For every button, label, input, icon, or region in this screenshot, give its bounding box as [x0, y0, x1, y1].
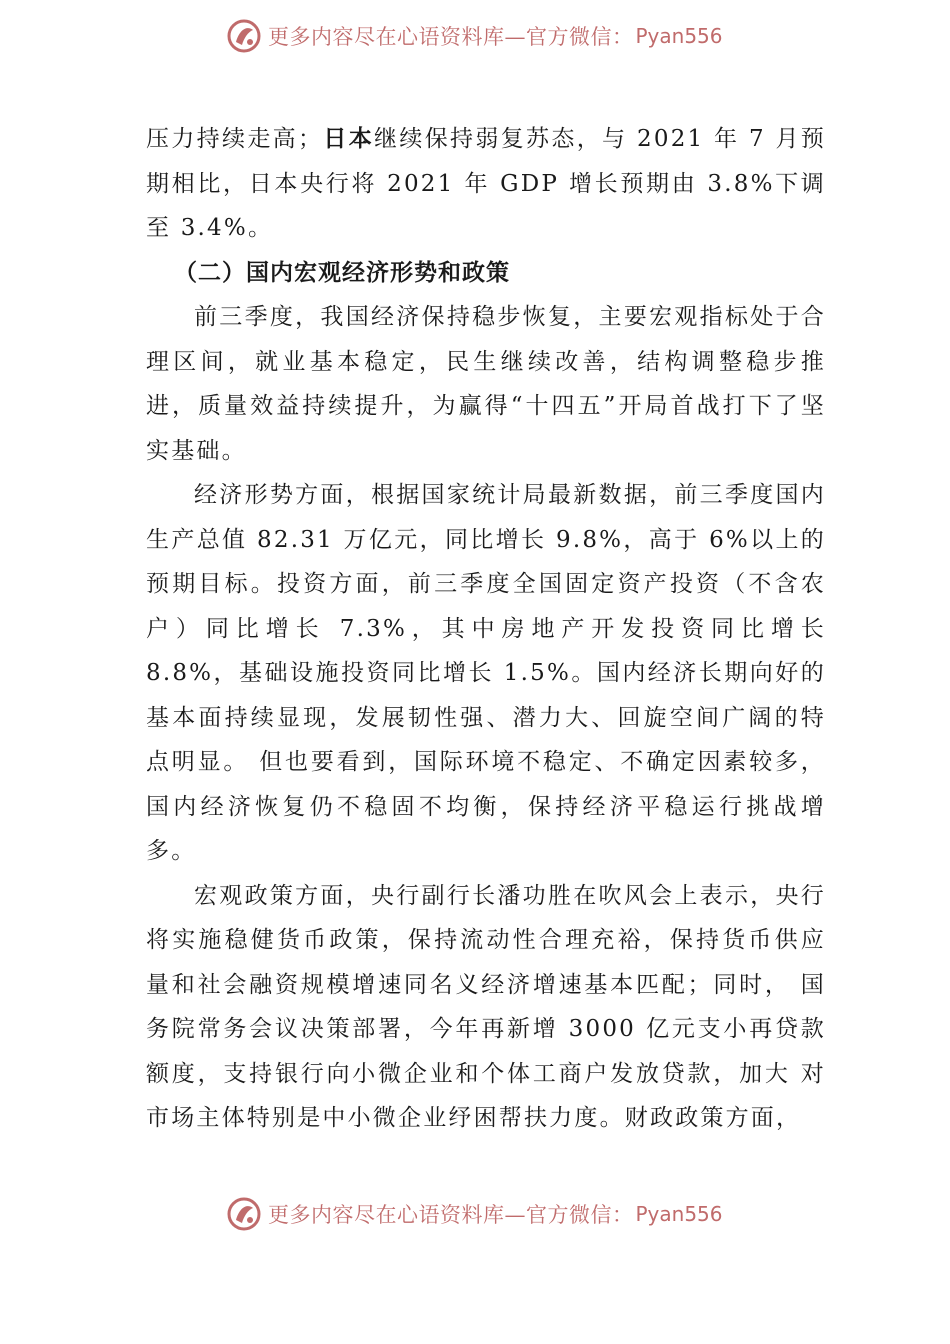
- banner-text: 更多内容尽在心语资料库—官方微信：: [268, 25, 634, 49]
- continuation-bold-term: 日本: [323, 125, 375, 152]
- section-heading: （二）国内宏观经济形势和政策: [174, 258, 510, 286]
- paragraph-overview: 前三季度，我国经济保持稳步恢复，主要宏观指标处于合理区间，就业基本稳定，民生继续改善，结构调整稳步推进，质量效益持续提升，为赢得“十四五”开局首战打下了坚实基础。: [146, 304, 826, 464]
- continuation-pre: 压力持续走高；: [146, 126, 324, 152]
- continuation-post: 继续保持弱复苏态，与 2021 年 7 月预期相比，日本央行将 2021 年 GDP 增长预期由 3.8%下调至 3.4%。: [146, 126, 827, 241]
- seal-logo-icon: [226, 1196, 262, 1232]
- banner-wechat-id: Pyan556: [635, 24, 723, 48]
- document-body: [146, 117, 826, 1141]
- paragraph-macro-policy: 宏观政策方面，央行副行长潘功胜在吹风会上表示，央行将实施稳健货币政策，保持流动性合理充裕，保持货币供应量和社会融资规模增速同名义经济增速基本匹配；同时， 国务院常务会议决策部署，今年再新增 3000 亿元支小再贷款额度，支持银行向小微企业和个体工商户发放贷款，加大 对市场主体特别是中小微企业纾困帮扶力度。财政政策方面，: [146, 882, 826, 1131]
- paragraph-economic-situation: 经济形势方面，根据国家统计局最新数据，前三季度国内生产总值 82.31 万亿元，同比增长 9.8%，高于 6%以上的预期目标。投资方面，前三季度全国固定资产投资（不含农户）同比增长 7.3%，其中房地产开发投资同比增长 8.8%，基础设施投资同比增长 1.5%。国内经济长期向好的基本面持续显现，发展韧性强、潜力大、回旋空间广阔的特点明显。 但也要看到，国际环境不稳定、不确定因素较多，国内经济恢复仍不稳固不均衡，保持经济平稳运行挑战增多。: [146, 482, 826, 864]
- seal-logo-icon: [226, 18, 262, 54]
- footer-banner: [226, 1194, 723, 1234]
- banner-text: 更多内容尽在心语资料库—官方微信：: [268, 1203, 634, 1227]
- continuation-paragraph: [146, 117, 826, 251]
- header-banner: [226, 16, 723, 56]
- banner-wechat-id: Pyan556: [635, 1202, 723, 1226]
